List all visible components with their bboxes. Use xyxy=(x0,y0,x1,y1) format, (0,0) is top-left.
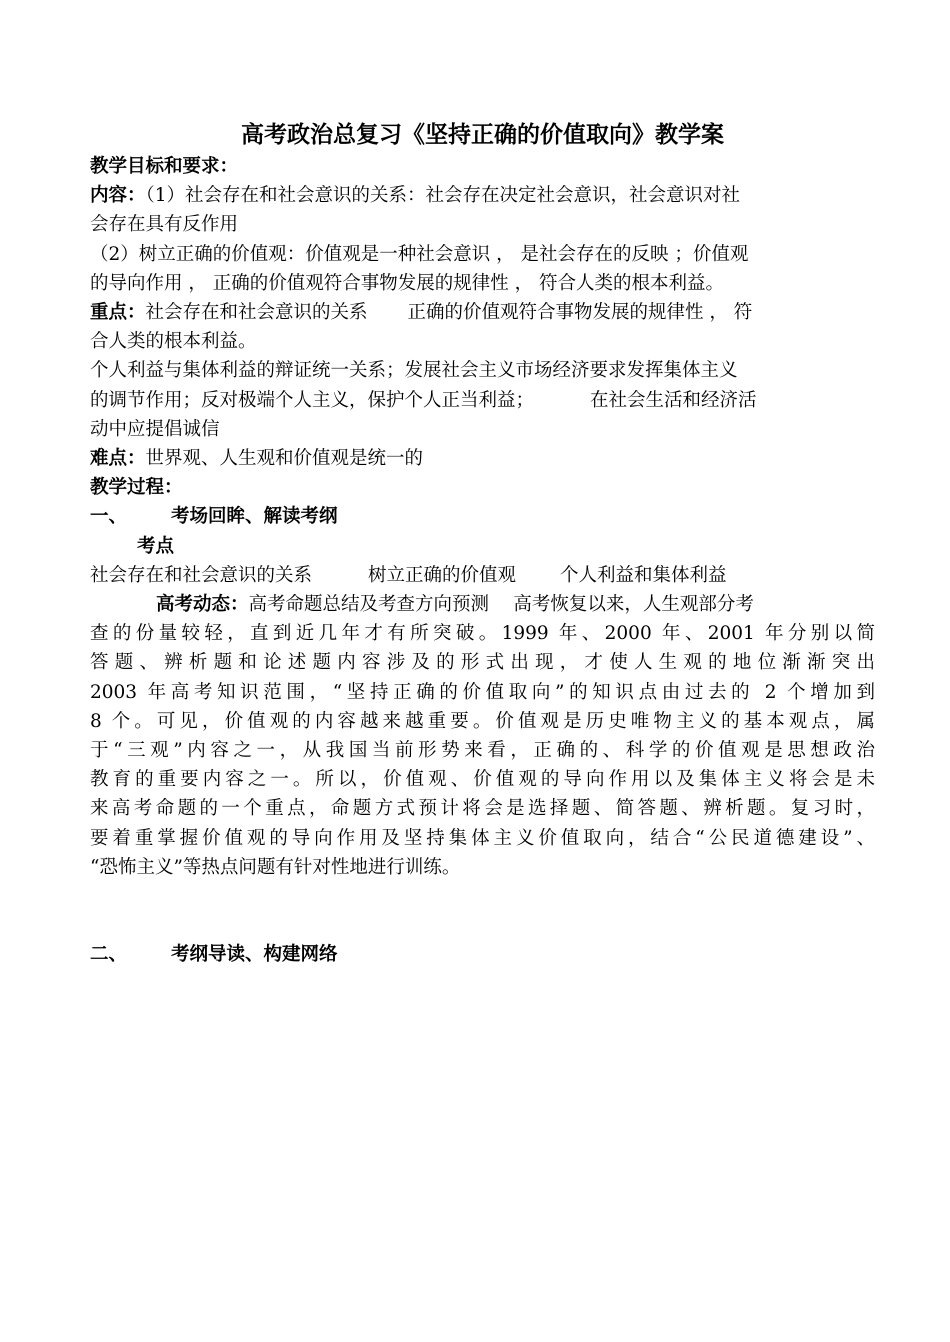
section-1-title: 考场回眸、解读考纲 xyxy=(171,506,338,528)
key-line-1 xyxy=(90,298,875,327)
document-page xyxy=(90,118,875,969)
objectives-heading: 教学目标和要求： xyxy=(90,156,239,177)
dongtai-line-7: 教育的重要内容之一。所以，价值观、价值观的导向作用以及集体主义将会是未 xyxy=(90,769,875,791)
content-line-3: （2）树立正确的价值观：价值观是一种社会意识 ， 是社会存在的反映 ；价值观 xyxy=(90,243,749,265)
difficulty-text: 世界观、人生观和价值观是统一的 xyxy=(145,448,424,470)
dongtai-label: 高考动态： xyxy=(156,594,249,616)
dongtai-line-10: “恐怖主义”等热点问题有针对性地进行训练。 xyxy=(90,856,461,878)
section-1-heading xyxy=(90,502,875,531)
key-line-5: 动中应提倡诚信 xyxy=(90,418,220,440)
content-label: 内容： xyxy=(90,185,146,207)
dongtai-line-8: 来高考命题的一个重点，命题方式预计将会是选择题、简答题、辨析题。复习时， xyxy=(90,798,875,820)
dongtai-line-1 xyxy=(90,590,875,619)
difficulty-label: 难点： xyxy=(90,448,146,470)
content-text-1: （1）社会存在和社会意识的关系：社会存在决定社会意识，社会意识对社 xyxy=(145,185,741,207)
kaodian-item-2: 树立正确的价值观 xyxy=(368,564,517,586)
content-line-4: 的导向作用 ， 正确的价值观符合事物发展的规律性 ， 符合人类的根本利益。 xyxy=(90,272,725,294)
dongtai-line-6: 于“三观”内容之一，从我国当前形势来看，正确的、科学的价值观是思想政治 xyxy=(90,740,875,762)
key-label: 重点： xyxy=(90,302,146,324)
dongtai-line-4: 2003 年高考知识范围，“坚持正确的价值取向”的知识点由过去的 2 个增加到 xyxy=(90,681,875,703)
kaodian-item-1: 社会存在和社会意识的关系 xyxy=(90,564,313,586)
content-line-2: 会存在具有反作用 xyxy=(90,214,239,236)
section-2-heading xyxy=(90,940,875,969)
section-1-number: 一、 xyxy=(90,506,128,528)
key-text-4b: 在社会生活和经济活 xyxy=(590,389,757,411)
kaodian-list xyxy=(90,561,875,590)
content-line-1 xyxy=(90,181,875,210)
dongtai-line-2: 查的份量较轻，直到近几年才有所突破。1999 年、2000 年、2001 年分别以简 xyxy=(90,623,875,645)
section-2-number: 二、 xyxy=(90,944,128,966)
dongtai-line-5: 8 个。可见，价值观的内容越来越重要。价值观是历史唯物主义的基本观点，属 xyxy=(90,710,875,732)
dongtai-text-1: 高考命题总结及考查方向预测 高考恢复以来，人生观部分考 xyxy=(248,594,754,616)
key-line-3: 个人利益与集体利益的辩证统一关系；发展社会主义市场经济要求发挥集体主义 xyxy=(90,360,738,382)
section-2-title: 考纲导读、构建网络 xyxy=(171,944,338,966)
key-text-1a: 社会存在和社会意识的关系 xyxy=(145,302,368,324)
key-line-2: 合人类的根本利益。 xyxy=(90,331,257,353)
kaodian-item-3: 个人利益和集体利益 xyxy=(560,564,727,586)
key-text-1b: 正确的价值观符合事物发展的规律性 ， 符 xyxy=(407,302,753,324)
document-title: 高考政治总复习《坚持正确的价值取向》教学案 xyxy=(241,121,724,148)
dongtai-line-9: 要着重掌握价值观的导向作用及坚持集体主义价值取向，结合“公民道德建设”、 xyxy=(90,827,875,849)
key-line-4 xyxy=(90,386,875,415)
difficulty-line xyxy=(90,444,875,473)
process-heading: 教学过程： xyxy=(90,477,183,499)
kaodian-label: 考点 xyxy=(137,535,175,557)
dongtai-line-3: 答题、辨析题和论述题内容涉及的形式出现，才使人生观的地位渐渐突出 xyxy=(90,652,875,674)
blank-space xyxy=(90,882,875,940)
key-text-4a: 的调节作用；反对极端个人主义，保护个人正当利益； xyxy=(90,389,535,411)
